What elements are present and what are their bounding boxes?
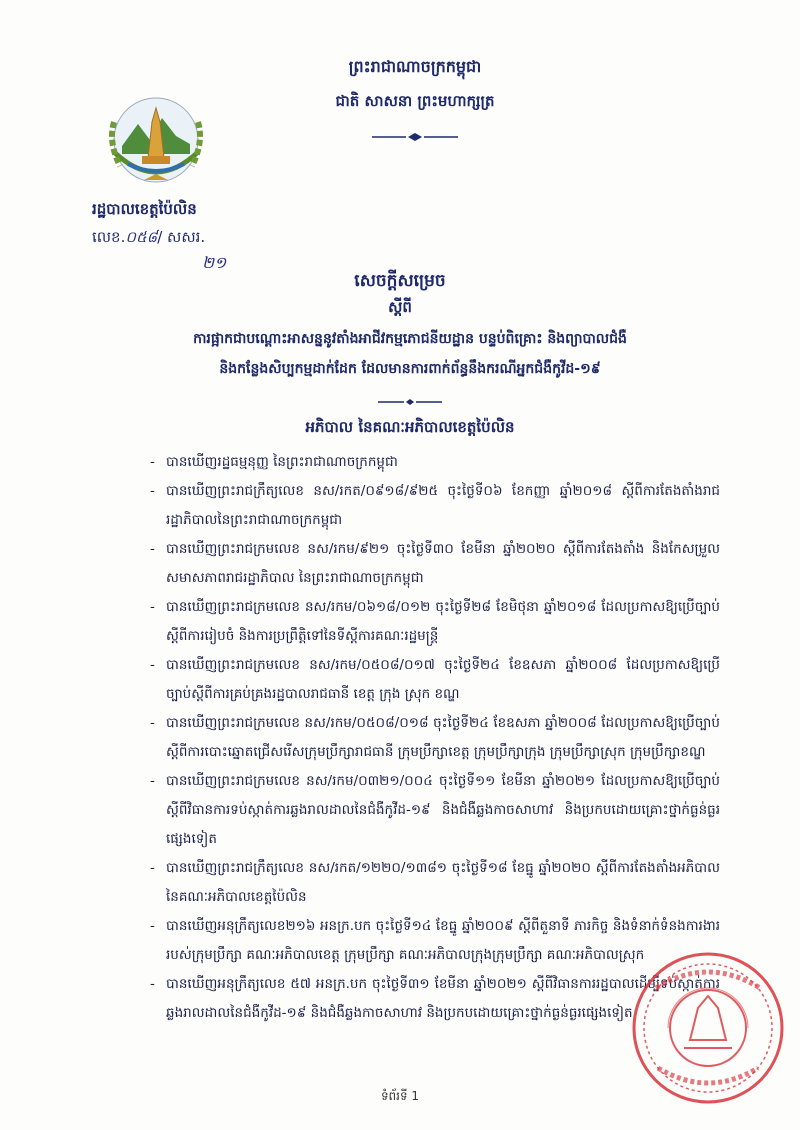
- page-number: ទំព័រទី 1: [380, 1089, 420, 1103]
- document-type-title: សេចក្ដីសម្រេច: [354, 271, 446, 291]
- reference-handwritten-number: ០៥៨: [125, 228, 158, 246]
- list-item: - បានឃើញព្រះរាជក្រមលេខ នស/រកម/០៦១៨/០១២ ចុះថ្ងៃទី២៨ ខែមិថុនា ឆ្នាំ២០១៨ ដែលប្រកាសឱ្យប្រើច្បាប់ស្ដីពីការរៀបចំ និងការប្រព្រឹត្តិទៅនៃទីស្ដីការគណៈរដ្ឋមន្ត្រី: [150, 593, 720, 651]
- reference-number: [92, 228, 205, 250]
- reference-year: ២១: [202, 253, 227, 272]
- title-divider-icon: [378, 398, 442, 406]
- reference-suffix: / សសរ.: [157, 228, 206, 246]
- ornament-divider-icon: [372, 132, 458, 142]
- list-item: - បានឃើញព្រះរាជក្រមលេខ នស/រកម/០៥០៨/០១៨ ចុះថ្ងៃទី២៤ ខែឧសភា ឆ្នាំ២០០៨ ដែលប្រកាសឱ្យប្រើច្បាប់ស្ដីពីការបោះឆ្នោតជ្រើសរើសក្រុមប្រឹក្សារាជធានី ក្រុមប្រឹក្សាខេត្ត ក្រុមប្រឹក្សាក្រុង ក្រុមប្រឹក្សាស្រុក ក្រុមប្រឹក្សាខណ្ឌ: [150, 709, 720, 767]
- document-subject: [190, 324, 630, 384]
- list-item: - បានឃើញព្រះរាជក្រមលេខ នស/រកម/៩២១ ចុះថ្ងៃទី៣០ ខែមីនា ឆ្នាំ២០២០ ស្ដីពីការតែងតាំង និងកែសម្រួលសមាសភាពរាជរដ្ឋាភិបាល នៃព្រះរាជាណាចក្រកម្ពុជា: [150, 535, 720, 593]
- list-item: - បានឃើញព្រះរាជក្រមលេខ នស/រកម/០៥០៨/០១៧ ចុះថ្ងៃទី២៤ ខែឧសភា ឆ្នាំ២០០៨ ដែលប្រកាសឱ្យប្រើច្បាប់ស្ដីពីការគ្រប់គ្រងរដ្ឋបាលរាជធានី ខេត្ត ក្រុង ស្រុក ខណ្ឌ: [150, 651, 720, 709]
- subject-line: ការផ្អាកជាបណ្ដោះអាសន្ននូវតាំងអាជីវកម្មភោជនីយដ្ឋាន បន្ទប់ពិគ្រោះ និងព្យាបាលជំងឺ: [193, 331, 627, 347]
- issuing-administration: រដ្ឋបាលខេត្តប៉ៃលិន: [92, 200, 197, 218]
- list-item: - បានឃើញព្រះរាជក្រឹត្យលេខ នស/រកត/១២២០/១៣៨១ ចុះថ្ងៃទី១៨ ខែធ្នូ ឆ្នាំ២០២០ ស្ដីពីការតែងតាំងអភិបាលនៃគណៈអភិបាលខេត្តប៉ៃលិន: [150, 854, 720, 912]
- subject-line: និងកន្លែងសិប្បកម្មដាក់ដែក ដែលមានការពាក់ព័ន្ធនឹងករណីអ្នកជំងឺកូវីដ-១៩: [219, 361, 601, 377]
- list-item: - បានឃើញព្រះរាជក្រឹត្យលេខ នស/រកត/០៩១៨/៩២៥ ចុះថ្ងៃទី០៦ ខែកញ្ញា ឆ្នាំ២០១៨ ស្ដីពីការតែងតាំងរាជរដ្ឋាភិបាលនៃព្រះរាជាណាចក្រកម្ពុជា: [150, 477, 720, 535]
- subject-about-label: ស្ដីពី: [388, 298, 412, 316]
- list-item: - បានឃើញអនុក្រឹត្យលេខ២១៦ អនក្រ.បក ចុះថ្ងៃទី១៤ ខែធ្នូ ឆ្នាំ២០០៩ ស្ដីពីតួនាទី ភារកិច្ច និងទំនាក់ទំនងការងាររបស់ក្រុមប្រឹក្សា គណៈអភិបាលខេត្ត ក្រុមប្រឹក្សា គណៈអភិបាលក្រុងក្រុមប្រឹក្សា គណៈអភិបាលស្រុក: [150, 912, 720, 970]
- list-item: - បានឃើញព្រះរាជក្រមលេខ នស/រកម/០៣២១/០០៤ ចុះថ្ងៃទី១១ ខែមីនា ឆ្នាំ២០២១ ដែលប្រកាសឱ្យប្រើច្បាប់ស្ដីពីវិធានការទប់ស្កាត់ការឆ្លងរាលដាលនៃជំងឺកូវីដ-១៩ និងជំងឺឆ្លងកាចសាហាវ និងប្រកបដោយគ្រោះថ្នាក់ធ្ងន់ធ្ងរផ្សេងទៀត: [150, 767, 720, 854]
- list-item: - បានឃើញរដ្ឋធម្មនុញ្ញ នៃព្រះរាជាណាចក្រកម្ពុជា: [150, 448, 720, 477]
- pailin-province-seal-icon: [98, 82, 214, 198]
- national-motto: ជាតិ សាសនា ព្រះមហាក្សត្រ: [335, 92, 495, 110]
- official-red-stamp-icon: [628, 948, 788, 1108]
- issuing-authority: អភិបាល នៃគណៈអភិបាលខេត្តប៉ៃលិន: [305, 418, 515, 436]
- reference-label: លេខ.: [92, 228, 126, 246]
- list-item: - បានឃើញអនុក្រឹត្យលេខ ៥៧ អនក្រ.បក ចុះថ្ងៃទី៣១ ខែមីនា ឆ្នាំ២០២១ ស្ដីពីវិធានការរដ្ឋបាលដើម្បីទប់ស្កាត់ការឆ្លងរាលដាលនៃជំងឺកូវីដ-១៩ និងជំងឺឆ្លងកាចសាហាវ និងប្រកបដោយគ្រោះថ្នាក់ធ្ងន់ធ្ងរផ្សេងទៀត: [150, 970, 720, 1028]
- kingdom-heading: ព្រះរាជាណាចក្រកម្ពុជា: [348, 57, 482, 76]
- considerations-list: [150, 448, 720, 1028]
